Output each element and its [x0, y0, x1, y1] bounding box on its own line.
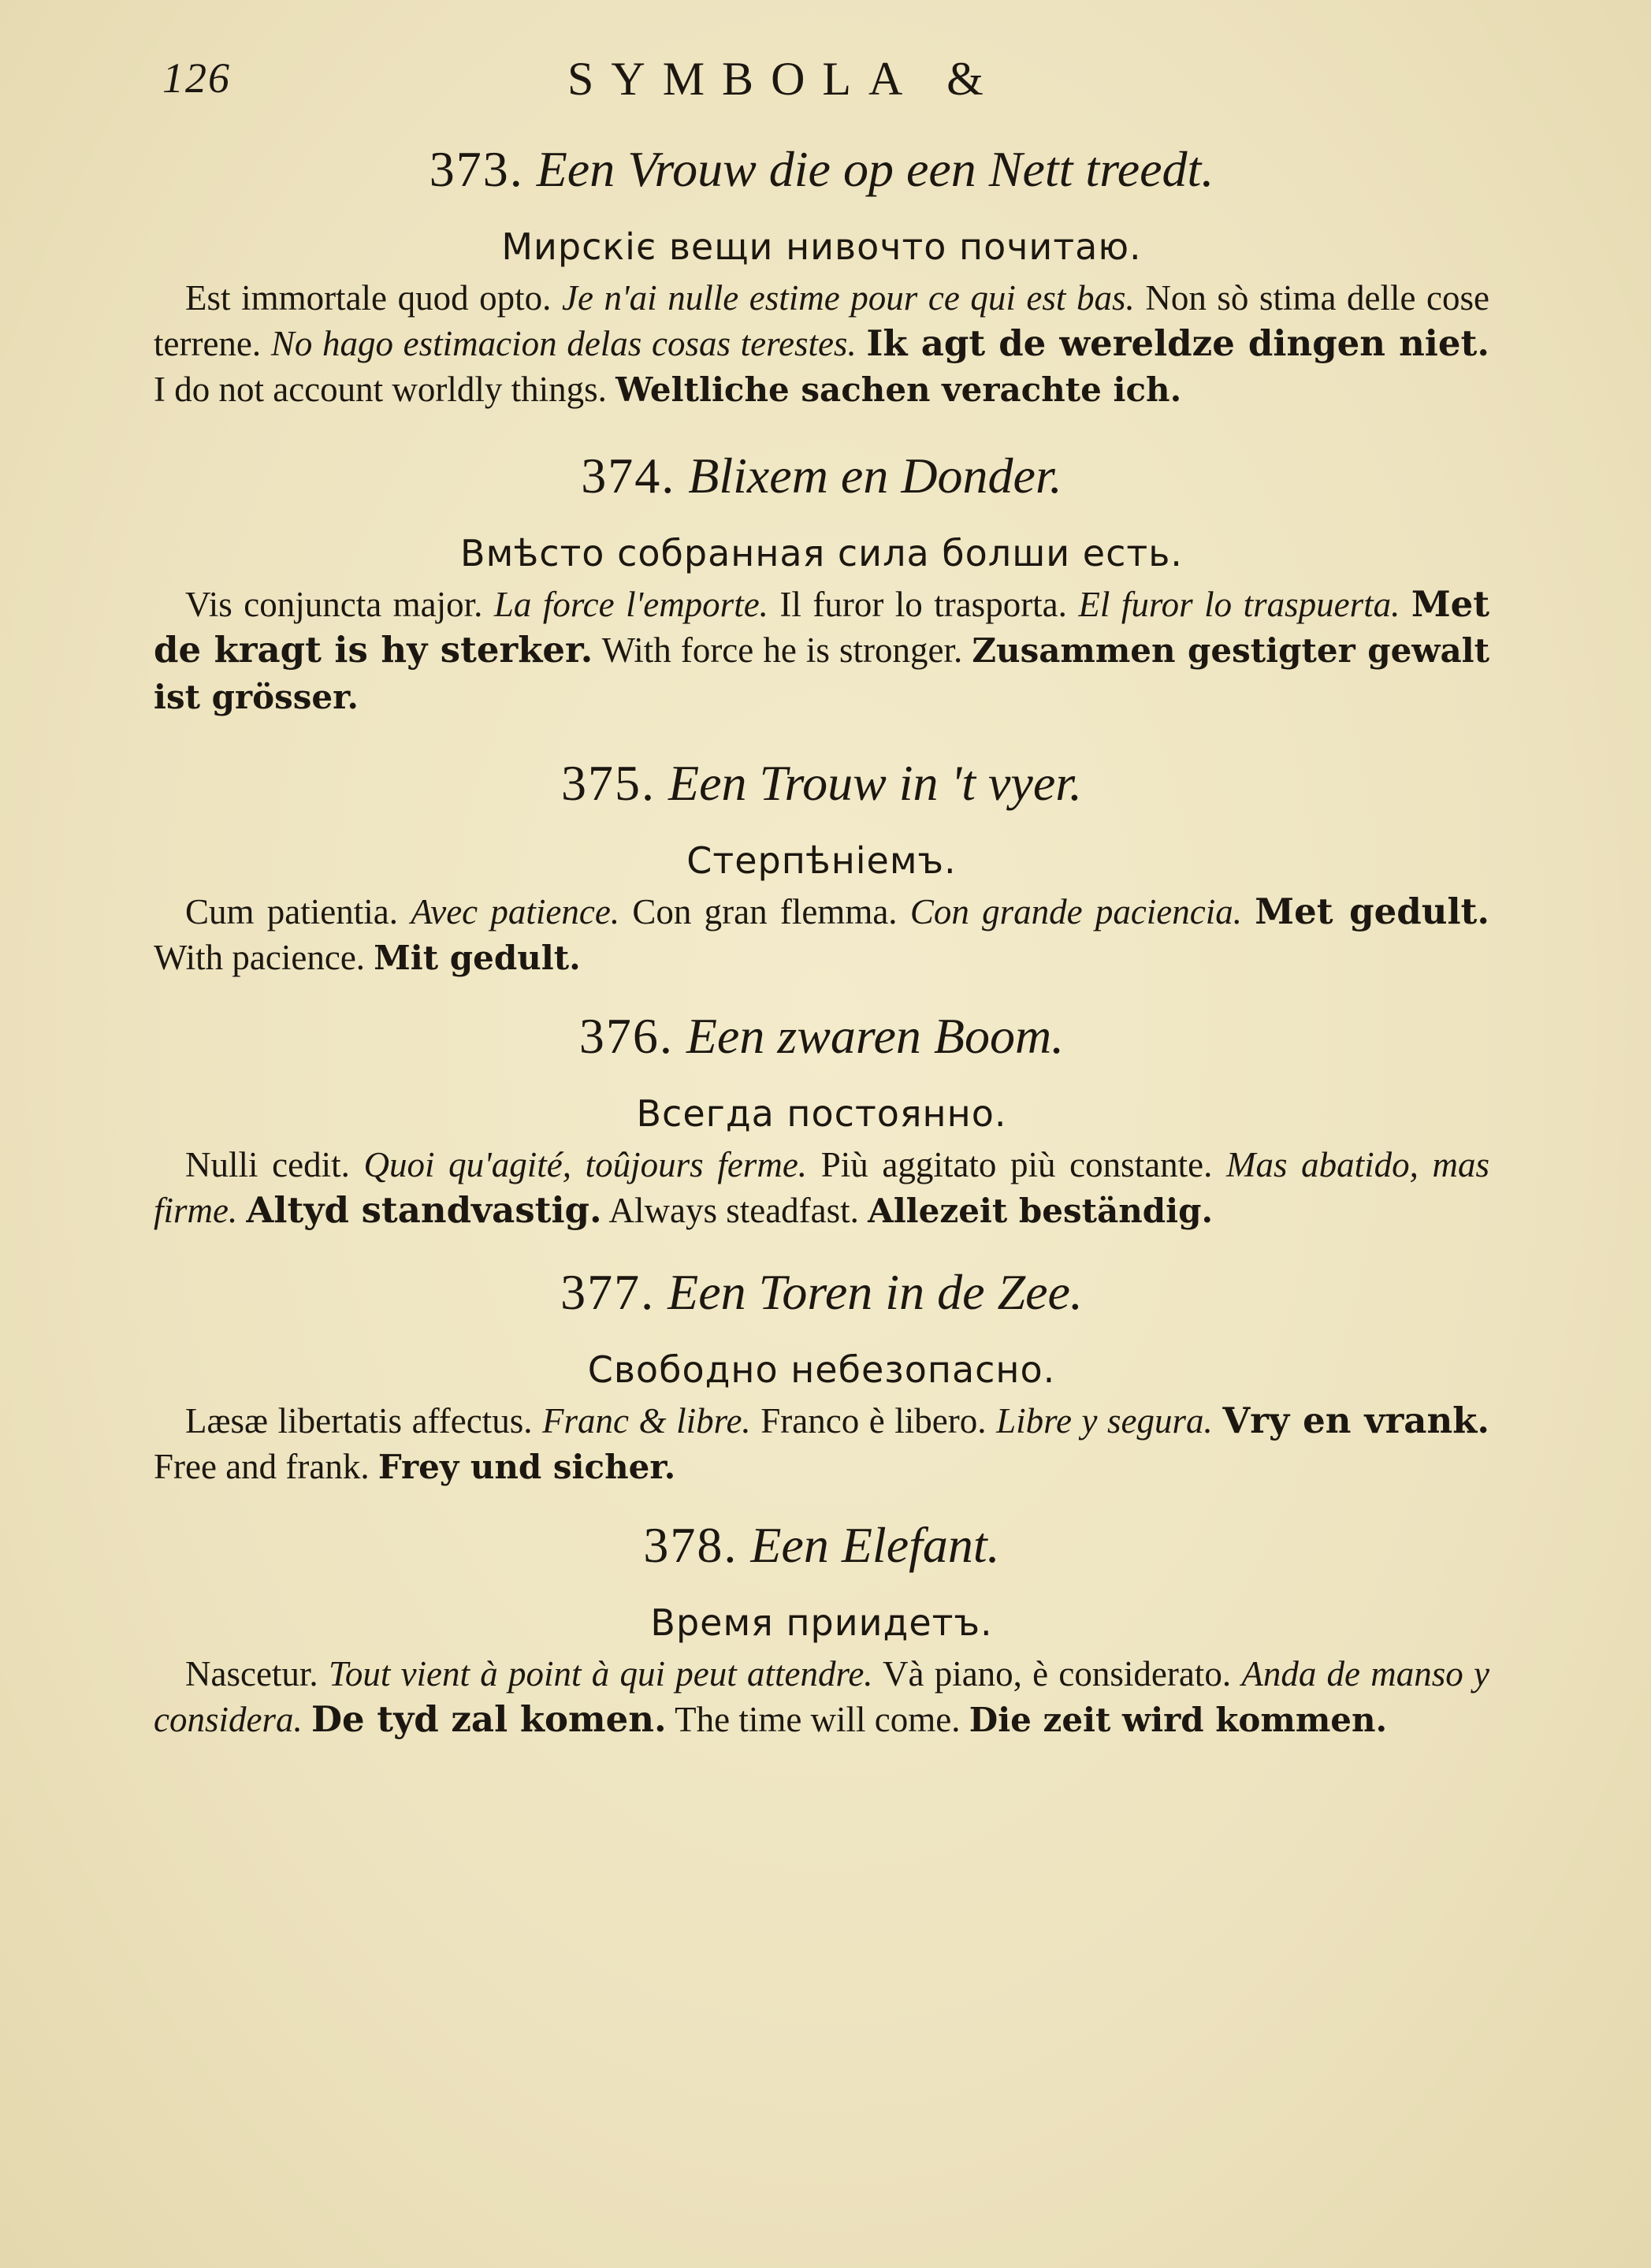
french-motto: Franc & libre.	[542, 1401, 751, 1441]
entry-translations	[154, 582, 1489, 720]
english-motto: Free and frank.	[154, 1447, 370, 1486]
emblem-entry-376	[154, 1005, 1489, 1234]
english-motto: Always steadfast.	[608, 1191, 859, 1230]
entry-translations	[154, 1651, 1489, 1743]
entry-title	[154, 444, 1489, 508]
entry-translations	[154, 889, 1489, 981]
entry-title-text: Blixem en Donder.	[688, 448, 1062, 504]
english-motto: The time will come.	[675, 1700, 961, 1739]
entry-title-text: Een Elefant.	[750, 1517, 1000, 1573]
entry-spacer	[154, 981, 1489, 1005]
entry-title-text: Een Toren in de Zee.	[667, 1264, 1083, 1320]
italian-motto: Franco è libero.	[760, 1401, 987, 1441]
german-motto: Weltliche sachen verachte ich.	[615, 370, 1182, 409]
latin-motto: Cum patientia.	[185, 892, 398, 931]
entry-translations	[154, 1142, 1489, 1234]
emblem-entries	[154, 138, 1489, 1743]
emblem-entry-375	[154, 752, 1489, 981]
latin-motto: Nulli cedit.	[185, 1145, 350, 1184]
dutch-motto: Vry en vrank.	[1222, 1400, 1490, 1441]
entry-title	[154, 1005, 1489, 1068]
emblem-entry-374	[154, 444, 1489, 720]
german-motto: Mit gedult.	[374, 939, 581, 977]
entry-title	[154, 752, 1489, 815]
german-motto: Allezeit beständig.	[868, 1192, 1214, 1230]
latin-motto: Est immortale quod opto.	[185, 278, 552, 318]
emblem-entry-378	[154, 1514, 1489, 1743]
entry-spacer	[154, 720, 1489, 752]
entry-title	[154, 1261, 1489, 1324]
slavonic-motto: Мирскіє вещи нивочто почитаю.	[501, 225, 1142, 268]
italian-motto: Più aggitato più constante.	[820, 1145, 1213, 1184]
english-motto: With pacience.	[154, 938, 366, 977]
italian-motto: Và piano, è considerato.	[882, 1654, 1232, 1694]
spanish-motto: No hago estimacion delas cosas terestes.	[270, 324, 857, 363]
dutch-motto: De tyd zal komen.	[310, 1698, 667, 1740]
french-motto: Quoi qu'agité, toûjours ferme.	[363, 1145, 808, 1184]
slavonic-motto: Время приидетъ.	[650, 1601, 993, 1644]
italian-motto: Non sò stima delle cose terrene.	[154, 278, 1490, 363]
entry-translations	[154, 1398, 1489, 1490]
emblem-entry-373	[154, 138, 1489, 413]
slavonic-motto: Стерпѣніемъ.	[686, 839, 957, 882]
entry-title	[154, 138, 1489, 201]
italian-motto: Il furor lo trasporta.	[779, 585, 1067, 624]
entry-title-text: Een Trouw in 't vyer.	[667, 755, 1083, 811]
italian-motto: Con gran flemma.	[632, 892, 898, 931]
german-motto: Zusammen gestigter gewalt ist grösser.	[154, 631, 1490, 716]
german-motto: Frey und sicher.	[377, 1448, 676, 1486]
spanish-motto: El furor lo traspuerta.	[1078, 585, 1400, 624]
entry-number: 373.	[429, 141, 524, 197]
dutch-motto: Altyd standvastig.	[246, 1189, 602, 1231]
english-motto: I do not account worldly things.	[154, 370, 607, 409]
entry-spacer	[154, 1490, 1489, 1514]
dutch-motto: Met de kragt is hy sterker.	[154, 583, 1490, 671]
spanish-motto: Mas abatido, mas firme.	[154, 1145, 1490, 1230]
entry-title-text: Een zwaren Boom.	[686, 1008, 1065, 1064]
spanish-motto: Anda de manso y considera.	[154, 1654, 1490, 1739]
french-motto: Je n'ai nulle estime pour ce qui est bas.	[561, 278, 1135, 318]
german-motto: Die zeit wird kommen.	[969, 1701, 1388, 1739]
latin-motto: Vis conjuncta major.	[185, 585, 483, 624]
entry-number: 376.	[578, 1008, 674, 1064]
entry-number: 375.	[560, 755, 656, 811]
entry-translations	[154, 275, 1489, 413]
entry-spacer	[154, 1234, 1489, 1261]
latin-motto: Læsæ libertatis affectus.	[185, 1401, 533, 1441]
french-motto: Avec patience.	[411, 892, 620, 931]
page-number: 126	[162, 54, 231, 102]
entry-spacer	[154, 413, 1489, 444]
dutch-motto: Ik agt de wereldze dingen niet.	[866, 322, 1489, 364]
slavonic-motto: Свободно небезопасно.	[587, 1348, 1056, 1391]
slavonic-motto: Всегда постоянно.	[636, 1092, 1007, 1135]
latin-motto: Nascetur.	[185, 1654, 318, 1694]
spanish-motto: Libre y segura.	[996, 1401, 1213, 1441]
spanish-motto: Con grande paciencia.	[909, 892, 1243, 931]
running-head: SYMBOLA &	[567, 53, 1001, 105]
entry-number: 377.	[560, 1264, 656, 1320]
entry-number: 374.	[581, 448, 676, 504]
entry-number: 378.	[643, 1517, 738, 1573]
dutch-motto: Met gedult.	[1255, 890, 1490, 932]
emblem-entry-377	[154, 1261, 1489, 1490]
french-motto: La force l'emporte.	[493, 585, 768, 624]
french-motto: Tout vient à point à qui peut attendre.	[328, 1654, 873, 1694]
entry-title	[154, 1514, 1489, 1577]
entry-title-text: Een Vrouw die op een Nett treedt.	[536, 141, 1214, 197]
english-motto: With force he is stronger.	[601, 630, 963, 670]
slavonic-motto: Вмѣсто собранная сила болши есть.	[460, 532, 1183, 574]
page-header	[158, 49, 1497, 112]
